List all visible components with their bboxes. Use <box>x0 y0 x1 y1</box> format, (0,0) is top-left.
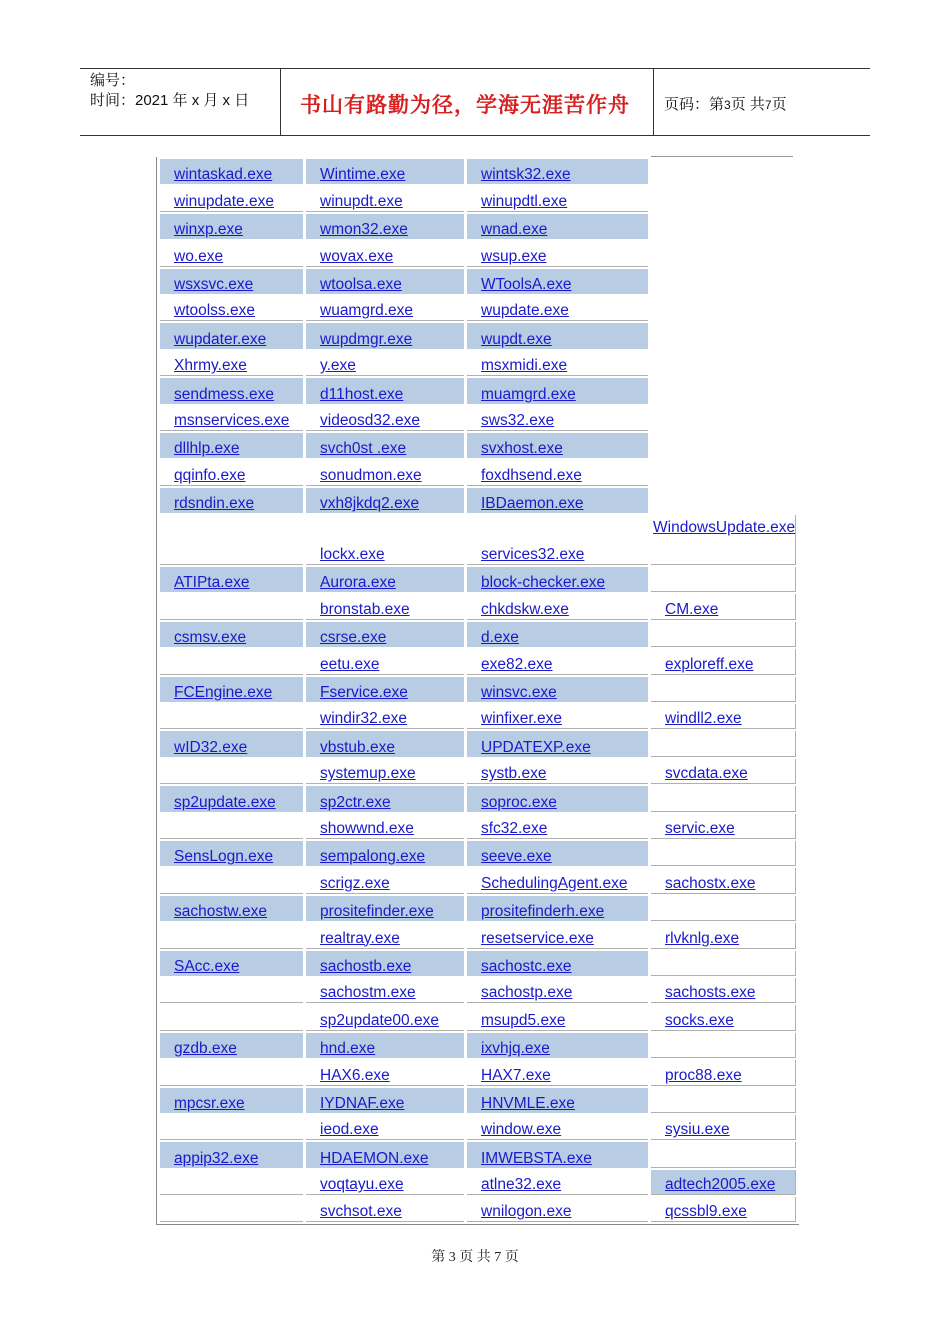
empty-cell <box>160 649 303 674</box>
table-row <box>160 1005 796 1030</box>
exe-link[interactable]: vxh8jkdq2.exe <box>306 488 464 513</box>
empty-cell <box>651 323 796 348</box>
exe-link[interactable]: wupdate.exe <box>467 296 648 321</box>
empty-cell <box>651 841 796 866</box>
exe-link[interactable]: socks.exe <box>651 1005 796 1030</box>
empty-cell <box>651 951 796 976</box>
exe-link[interactable]: sachosts.exe <box>651 978 796 1003</box>
exe-link[interactable]: svch0st .exe <box>306 433 464 458</box>
exe-link[interactable]: sp2ctr.exe <box>306 786 464 811</box>
page-total: 7 <box>764 98 772 112</box>
exe-link[interactable]: wupdmgr.exe <box>306 323 464 348</box>
serial-label: 编号： <box>90 72 136 89</box>
table-row <box>160 622 796 647</box>
exe-link[interactable]: WindowsUpdate.exe <box>651 515 796 565</box>
exe-link[interactable]: muamgrd.exe <box>467 378 648 403</box>
empty-cell <box>160 868 303 893</box>
exe-link[interactable]: bronstab.exe <box>306 594 464 619</box>
exe-list-table <box>156 157 799 1225</box>
table-row <box>160 323 796 348</box>
empty-cell <box>651 433 796 458</box>
date-label: 时间：2021 年 x 月 x 日 <box>90 92 250 109</box>
exe-link[interactable]: voqtayu.exe <box>306 1170 464 1195</box>
exe-link[interactable]: exploreff.exe <box>651 649 796 674</box>
table-row <box>160 241 796 266</box>
empty-cell <box>651 460 796 485</box>
exe-link[interactable]: IBDaemon.exe <box>467 488 648 513</box>
exe-link[interactable]: SAcc.exe <box>160 951 303 976</box>
exe-link[interactable]: ieod.exe <box>306 1115 464 1140</box>
page-prefix: 页码：第 <box>664 96 725 113</box>
table-row <box>160 1060 796 1085</box>
header-divider <box>280 69 281 135</box>
exe-link[interactable]: rdsndin.exe <box>160 488 303 513</box>
page-footer: 第 3 页 共 7 页 <box>431 1250 519 1265</box>
exe-link[interactable]: systb.exe <box>467 759 648 784</box>
empty-cell <box>160 515 303 565</box>
exe-link[interactable]: csmsv.exe <box>160 622 303 647</box>
exe-link[interactable]: systemup.exe <box>306 759 464 784</box>
table-row <box>160 759 796 784</box>
exe-link[interactable]: gzdb.exe <box>160 1033 303 1058</box>
exe-link[interactable]: appip32.exe <box>160 1142 303 1167</box>
exe-link[interactable]: showwnd.exe <box>306 814 464 839</box>
header-meta <box>90 71 249 111</box>
exe-link[interactable]: exe82.exe <box>467 649 648 674</box>
exe-link[interactable]: wuamgrd.exe <box>306 296 464 321</box>
exe-link[interactable]: dllhlp.exe <box>160 433 303 458</box>
empty-cell <box>651 186 796 211</box>
exe-link[interactable]: wtoolss.exe <box>160 296 303 321</box>
empty-cell <box>651 677 796 702</box>
table-row <box>160 896 796 921</box>
table-row <box>160 841 796 866</box>
exe-link[interactable]: proc88.exe <box>651 1060 796 1085</box>
table-row <box>160 1142 796 1167</box>
exe-link[interactable]: prositefinderh.exe <box>467 896 648 921</box>
exe-link[interactable]: qcssbl9.exe <box>651 1197 796 1222</box>
exe-link[interactable]: windll2.exe <box>651 704 796 729</box>
exe-link[interactable]: HNVMLE.exe <box>467 1088 648 1113</box>
empty-cell <box>160 1060 303 1085</box>
exe-link[interactable]: wovax.exe <box>306 241 464 266</box>
exe-link[interactable]: wtoolsa.exe <box>306 269 464 294</box>
exe-link[interactable]: Aurora.exe <box>306 567 464 592</box>
table-row <box>160 351 796 376</box>
exe-link[interactable]: videosd32.exe <box>306 406 464 431</box>
exe-link[interactable]: mpcsr.exe <box>160 1088 303 1113</box>
empty-cell <box>160 594 303 619</box>
page-number: 3 <box>724 98 731 112</box>
exe-link[interactable]: HAX7.exe <box>467 1060 648 1085</box>
empty-cell <box>651 896 796 921</box>
exe-link[interactable]: wnad.exe <box>467 214 648 239</box>
exe-link[interactable]: sachostw.exe <box>160 896 303 921</box>
exe-link[interactable]: wintsk32.exe <box>467 159 648 184</box>
exe-link[interactable]: block-checker.exe <box>467 567 648 592</box>
exe-link[interactable]: sonudmon.exe <box>306 460 464 485</box>
table-row <box>160 1170 796 1195</box>
exe-link[interactable]: IYDNAF.exe <box>306 1088 464 1113</box>
exe-link[interactable]: svxhost.exe <box>467 433 648 458</box>
exe-link[interactable]: foxdhsend.exe <box>467 460 648 485</box>
empty-cell <box>651 406 796 431</box>
exe-link[interactable]: realtray.exe <box>306 923 464 948</box>
exe-link[interactable]: csrse.exe <box>306 622 464 647</box>
empty-cell <box>651 351 796 376</box>
exe-link[interactable]: sachostm.exe <box>306 978 464 1003</box>
empty-cell <box>651 269 796 294</box>
empty-cell <box>651 488 796 513</box>
table-row <box>160 951 796 976</box>
table-row <box>160 567 796 592</box>
exe-link[interactable]: resetservice.exe <box>467 923 648 948</box>
table-row <box>160 296 796 321</box>
exe-link[interactable]: winsvc.exe <box>467 677 648 702</box>
exe-link[interactable]: sws32.exe <box>467 406 648 431</box>
exe-link[interactable]: winxp.exe <box>160 214 303 239</box>
page-suffix: 页 <box>771 96 787 113</box>
empty-cell <box>160 1005 303 1030</box>
table-row <box>160 1197 796 1222</box>
exe-link[interactable]: hnd.exe <box>306 1033 464 1058</box>
exe-link[interactable]: wsup.exe <box>467 241 648 266</box>
exe-link[interactable]: winupdt.exe <box>306 186 464 211</box>
table-row <box>160 978 796 1003</box>
empty-cell <box>160 1197 303 1222</box>
exe-link[interactable]: sachostp.exe <box>467 978 648 1003</box>
empty-cell <box>651 1142 796 1167</box>
empty-cell <box>651 1088 796 1113</box>
table-row <box>160 868 796 893</box>
exe-link[interactable]: Xhrmy.exe <box>160 351 303 376</box>
table-row <box>160 515 796 565</box>
exe-link[interactable]: winupdate.exe <box>160 186 303 211</box>
header-page-info <box>664 93 787 114</box>
exe-link[interactable]: HDAEMON.exe <box>306 1142 464 1167</box>
exe-link[interactable]: vbstub.exe <box>306 731 464 756</box>
table-row <box>160 186 796 211</box>
exe-link[interactable]: Wintime.exe <box>306 159 464 184</box>
exe-link[interactable]: UPDATEXP.exe <box>467 731 648 756</box>
page-mid: 页 共 <box>730 96 765 113</box>
empty-cell <box>160 704 303 729</box>
exe-link[interactable]: rlvknlg.exe <box>651 923 796 948</box>
exe-link[interactable]: y.exe <box>306 351 464 376</box>
exe-link[interactable]: lockx.exe <box>306 515 464 565</box>
exe-link[interactable]: atlne32.exe <box>467 1170 648 1195</box>
empty-cell <box>160 1115 303 1140</box>
exe-link[interactable]: wo.exe <box>160 241 303 266</box>
exe-link[interactable]: soproc.exe <box>467 786 648 811</box>
exe-link[interactable]: chkdskw.exe <box>467 594 648 619</box>
exe-link[interactable]: scrigz.exe <box>306 868 464 893</box>
exe-link[interactable]: HAX6.exe <box>306 1060 464 1085</box>
table-row <box>160 1088 796 1113</box>
empty-cell <box>160 978 303 1003</box>
empty-cell <box>160 923 303 948</box>
exe-link[interactable]: FCEngine.exe <box>160 677 303 702</box>
table-row <box>160 786 796 811</box>
exe-link[interactable]: d.exe <box>467 622 648 647</box>
empty-cell <box>651 567 796 592</box>
exe-link[interactable]: sysiu.exe <box>651 1115 796 1140</box>
exe-link[interactable]: seeve.exe <box>467 841 648 866</box>
empty-cell <box>160 814 303 839</box>
empty-cell <box>651 622 796 647</box>
empty-cell <box>651 378 796 403</box>
table-row <box>160 649 796 674</box>
exe-link[interactable]: wupdater.exe <box>160 323 303 348</box>
exe-link[interactable]: wmon32.exe <box>306 214 464 239</box>
exe-link[interactable]: SchedulingAgent.exe <box>467 868 648 893</box>
exe-link[interactable]: svcdata.exe <box>651 759 796 784</box>
exe-link[interactable]: ixvhjq.exe <box>467 1033 648 1058</box>
table-row <box>160 488 796 513</box>
exe-link[interactable]: sachostb.exe <box>306 951 464 976</box>
exe-link[interactable]: winupdtl.exe <box>467 186 648 211</box>
exe-link[interactable]: window.exe <box>467 1115 648 1140</box>
exe-link[interactable]: sfc32.exe <box>467 814 648 839</box>
page-header <box>80 68 870 136</box>
table-row <box>160 460 796 485</box>
table-row <box>160 594 796 619</box>
empty-cell <box>160 759 303 784</box>
exe-link[interactable]: servic.exe <box>651 814 796 839</box>
table-row <box>160 269 796 294</box>
exe-link[interactable]: windir32.exe <box>306 704 464 729</box>
table-row <box>160 1115 796 1140</box>
exe-link[interactable]: sendmess.exe <box>160 378 303 403</box>
empty-cell <box>651 241 796 266</box>
exe-link[interactable]: Fservice.exe <box>306 677 464 702</box>
exe-link[interactable]: eetu.exe <box>306 649 464 674</box>
exe-link[interactable]: qqinfo.exe <box>160 460 303 485</box>
empty-cell <box>651 1033 796 1058</box>
table-row <box>160 378 796 403</box>
table-row <box>160 214 796 239</box>
exe-link[interactable]: services32.exe <box>467 515 648 565</box>
exe-link[interactable]: winfixer.exe <box>467 704 648 729</box>
header-divider <box>653 69 654 135</box>
exe-link[interactable]: sachostc.exe <box>467 951 648 976</box>
exe-link[interactable]: SensLogn.exe <box>160 841 303 866</box>
exe-link[interactable]: WToolsA.exe <box>467 269 648 294</box>
table-row <box>160 406 796 431</box>
exe-link[interactable]: msupd5.exe <box>467 1005 648 1030</box>
exe-link[interactable]: svchsot.exe <box>306 1197 464 1222</box>
exe-link[interactable]: wupdt.exe <box>467 323 648 348</box>
exe-link[interactable]: sempalong.exe <box>306 841 464 866</box>
exe-link[interactable]: sachostx.exe <box>651 868 796 893</box>
exe-link[interactable]: wID32.exe <box>160 731 303 756</box>
table-row <box>160 1033 796 1058</box>
empty-cell <box>160 1170 303 1195</box>
table-row <box>160 433 796 458</box>
exe-link[interactable]: wintaskad.exe <box>160 159 303 184</box>
exe-link[interactable]: adtech2005.exe <box>651 1170 796 1195</box>
empty-cell <box>651 159 796 184</box>
exe-link[interactable]: d11host.exe <box>306 378 464 403</box>
exe-link[interactable]: sp2update.exe <box>160 786 303 811</box>
table-row <box>160 704 796 729</box>
exe-link[interactable]: sp2update00.exe <box>306 1005 464 1030</box>
exe-link[interactable]: msxmidi.exe <box>467 351 648 376</box>
exe-link[interactable]: CM.exe <box>651 594 796 619</box>
empty-cell <box>651 296 796 321</box>
exe-link[interactable]: IMWEBSTA.exe <box>467 1142 648 1167</box>
exe-link[interactable]: msnservices.exe <box>160 406 303 431</box>
header-motto: 书山有路勤为径，学海无涯苦作舟 <box>300 93 630 117</box>
table-row <box>160 814 796 839</box>
exe-link[interactable]: ATIPta.exe <box>160 567 303 592</box>
table-row <box>160 923 796 948</box>
table-row <box>160 159 796 184</box>
empty-cell <box>651 214 796 239</box>
empty-cell <box>651 731 796 756</box>
exe-link[interactable]: prositefinder.exe <box>306 896 464 921</box>
exe-link[interactable]: wnilogon.exe <box>467 1197 648 1222</box>
table-row <box>160 731 796 756</box>
table-row <box>160 677 796 702</box>
empty-cell <box>651 786 796 811</box>
exe-link[interactable]: wsxsvc.exe <box>160 269 303 294</box>
